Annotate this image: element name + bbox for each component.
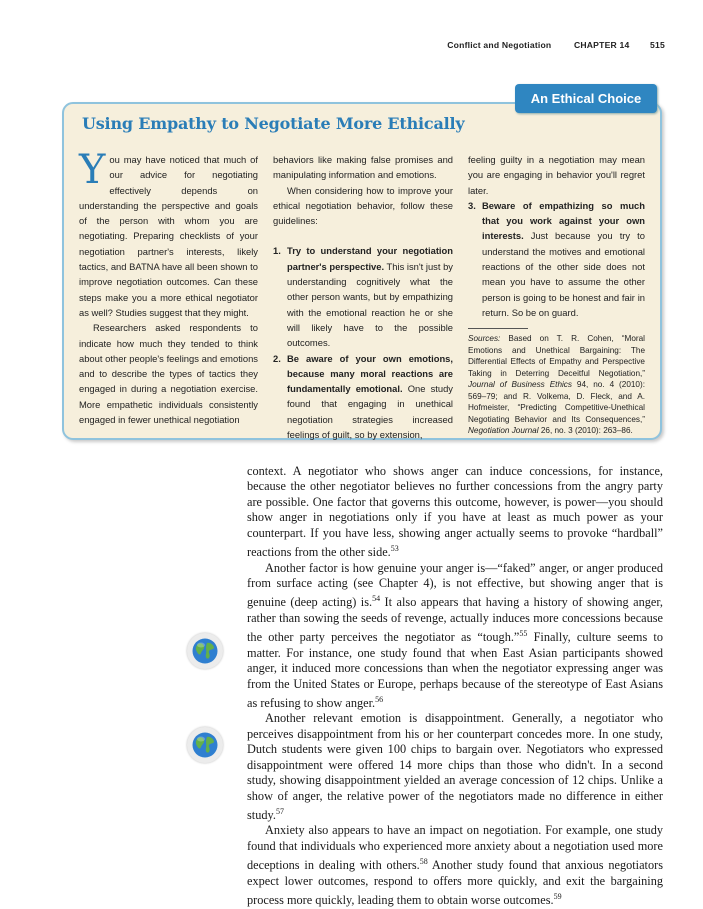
guideline-heading: Beware of empathizing so much that you work against your own interests. [482, 199, 645, 242]
globe-icon[interactable] [187, 727, 223, 763]
guideline-heading: Be aware of your own emotions, because many moral reactions are fundamentally emotional. [287, 352, 453, 395]
feature-col1-paragraph-1: ou may have noticed that much of our advice for negotiating effectively depends on understanding the perspective and goals of the person with whom you are negotiating. Preparing checklists of your negotiation partner's interests, likely tactics, and BATNA have all been shown to improve negotiation outcomes. Can these steps make you a more ethical negotiator as well? Studies suggest that they might. [79, 154, 258, 318]
footnote-ref: 55 [519, 629, 528, 639]
page-number: 515 [650, 40, 665, 50]
footnote-ref: 54 [372, 594, 381, 604]
footnote-ref: 58 [419, 857, 428, 867]
body-paragraph: Anxiety also appears to have an impact on negotiation. For example, one study found that individuals who experienced more anxiety about a negotiation used more deceptions in dealing with others.$^{58}$ Another study found that anxious negotiators expect lower outcomes, respond to offers more quickly, and exit the bargaining process more quickly, leading them to obtain worse outcomes.$^{59}$ [247, 823, 663, 908]
globe-icon-graphic [192, 732, 218, 758]
main-body-text [247, 464, 663, 909]
footnote-ref: 53 [390, 544, 399, 554]
sources-text: 94, no. 4 (2010): 569–79; and R. Volkema, D. Fleck, and A. Hofmeister, “Predicting Competitive-Unethical Negotiating Behavior and Its Consequences,” [468, 380, 645, 424]
feature-column-1 [79, 147, 258, 427]
feature-col2-paragraph-1: behaviors like making false promises and manipulating information and emotions. [273, 154, 453, 181]
feature-col1-paragraph-2: Researchers asked respondents to indicate how much they tended to think about other people's feelings and emotions and to describe the types of tactics they engaged in during a negotiation exercise. More empathetic individuals consistently engaged in fewer unethical negotiation [79, 322, 258, 426]
guideline-number: 1. [273, 245, 281, 257]
globe-icon[interactable] [187, 633, 223, 669]
sources-divider [468, 328, 528, 329]
sources-text: 26, no. 3 (2010): 263–86. [538, 426, 633, 436]
guideline-number: 3. [468, 199, 476, 211]
sources-text: Based on T. R. Cohen, “Moral Emotions and Unethical Bargaining: The Differential Effects of Empathy and Perspective Taking in Deterring Deceitful Negotiation,” [468, 334, 645, 378]
sources-journal: Negotiation Journal [468, 426, 539, 436]
sources-note [468, 333, 645, 437]
guideline-text: Just because you try to understand the motives and emotional reactions of the other side does not mean you have to assume the other person is going to be honest and fair in return. So be on guard. [482, 230, 645, 318]
feature-column-2 [273, 152, 453, 442]
sources-label: Sources: [468, 334, 501, 344]
footnote-ref: 59 [553, 892, 562, 902]
guideline-text: One study found that engaging in unethical negotiation strategies increased feelings of guilt, so by extension, [287, 383, 453, 441]
globe-icon-graphic [192, 638, 218, 664]
running-header [447, 40, 665, 50]
running-header-section: Conflict and Negotiation [447, 40, 552, 50]
guideline-item-3 [468, 198, 645, 320]
feature-tag: An Ethical Choice [515, 84, 657, 113]
guideline-text: This isn't just by understanding cognitively what the other person wants, but by empathizing with the emotional reaction he or she will likely have to the possible outcomes. [287, 260, 453, 349]
body-paragraph: context. A negotiator who shows anger can induce concessions, for instance, because the other negotiator believes no further concessions from the angry party are possible. One factor that governs this outcome, however, is power—you should show anger in negotiations only if you have at least as much power as your counterpart. If you have less, showing anger actually seems to provoke “hardball” reactions from the other side.$^{53}$ [247, 464, 663, 560]
guideline-item-1 [273, 243, 453, 350]
feature-col2-paragraph-2: When considering how to improve your ethical negotiation behavior, follow these guidelines: [273, 184, 453, 227]
feature-column-3 [468, 152, 645, 437]
running-header-chapter: CHAPTER 14 [573, 40, 630, 50]
guideline-number: 2. [273, 352, 281, 364]
body-paragraph: Another relevant emotion is disappointment. Generally, a negotiator who perceives disappointment from his or her counterpart concedes more. In one study, Dutch students were given 100 chips to bargain over. Negotiators who expressed disappointment were offered 14 more chips than those who didn't. In a second study, showing disappointment yielded an average concession of 12 chips. Unlike a show of anger, the relative power of the negotiators made no difference in either study.$^{57}$ [247, 711, 663, 822]
footnote-ref: 57 [275, 806, 284, 816]
body-paragraph: Another factor is how genuine your anger is—“faked” anger, or anger produced from surface acting (see Chapter 4), is not effective, but showing anger that is genuine (deep acting) is.$^{54}$ It also appears that having a history of showing anger, rather than sowing the seeds of revenge, actually induces more concessions because the other party perceives the negotiator as “tough.”$^{55}$ Finally, culture seems to matter. For instance, one study found that when East Asian participants showed anger, it induced more concessions than when the negotiator expressing anger was from the United States or Europe, perhaps because of the stereotype of East Asians as refusing to show anger.$^{56}$ [247, 560, 664, 711]
guideline-heading: Try to understand your negotiation partner's perspective. [287, 245, 453, 272]
feature-title: Using Empathy to Negotiate More Ethically [82, 114, 465, 133]
footnote-ref: 56 [375, 694, 384, 704]
drop-cap: Y [79, 147, 106, 193]
guideline-item-2 [273, 351, 453, 443]
feature-col3-paragraph-1: feeling guilty in a negotiation may mean you are engaging in behavior you'll regret later. [468, 154, 645, 196]
sources-journal: Journal of Business Ethics [468, 380, 572, 390]
